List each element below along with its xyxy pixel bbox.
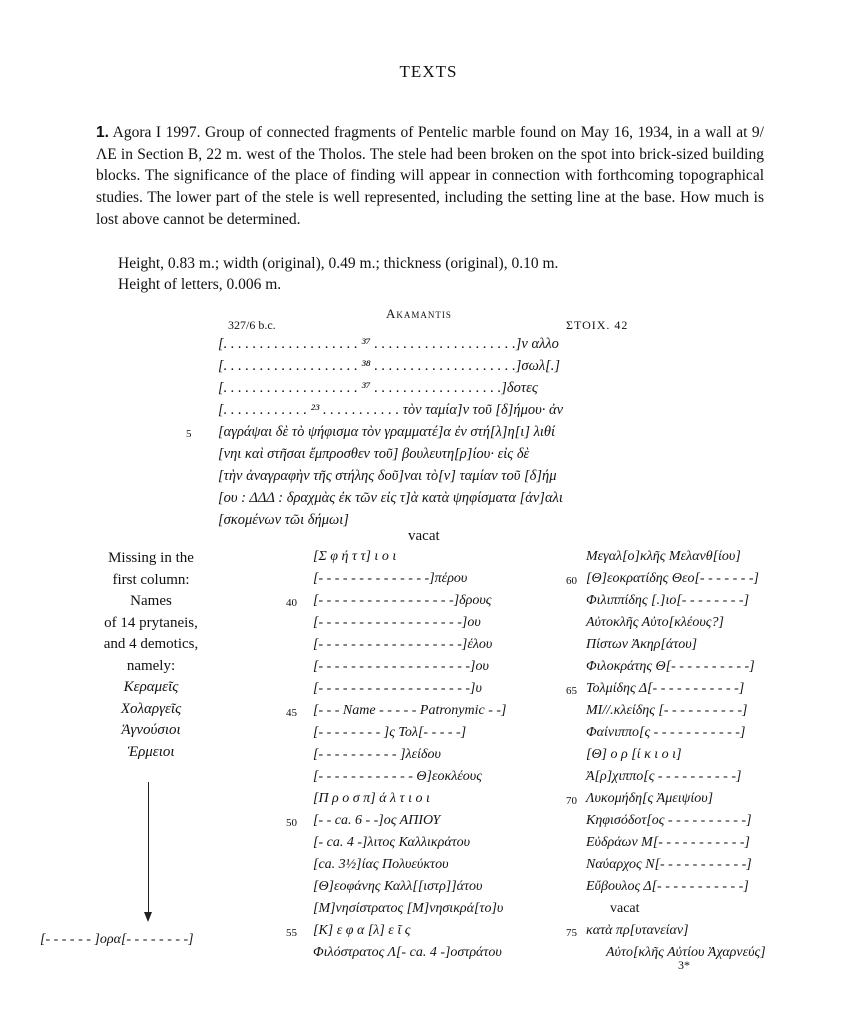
name-line: Αὐτοκλῆς Αὐτο[κλέους?] [586,615,724,630]
note-line: Names [130,593,172,609]
demotic-name: Χολαργεῖς [120,700,182,717]
name-line: [- - - - - - - - - - - - - -]πέρου [313,571,468,586]
stoichedon-note: ΣΤΟΙΧ. 42 [566,318,629,332]
name-line: Εὔβουλος Δ[- - - - - - - - - - -] [586,879,749,894]
demotic-name: Ἑρμειοι [127,743,175,760]
note-line: Missing in the [108,550,194,566]
page-number: 3* [678,958,690,972]
name-line: Φιλιππίδης [.]ιο[- - - - - - - -] [586,593,750,608]
name-line: [- - - - - - - - - - - - - - - - - - -]ου [313,659,489,674]
note-line: of 14 prytaneis, [104,614,198,631]
name-line: [Θ]εοκρατίδης Θεο[- - - - - - -] [586,571,760,586]
name-line: ΜΙ//.κλείδης [- - - - - - - - - -] [586,703,748,718]
vacat-label: vacat [610,901,640,916]
line-number: 60 [566,575,577,587]
vacat-label: vacat [408,528,440,544]
name-line: [- - - - - - - - - - - - - - - - -]δρους [313,593,492,608]
arrow-down-line [148,782,149,914]
line-number: 65 [566,685,577,697]
line-number: 55 [286,927,297,939]
arrow-down-icon [144,912,152,922]
name-line: Πίστων Ἀκηρ[άτου] [586,637,698,652]
left-column-note [86,548,216,763]
text-line: [ου : ΔΔΔ : δραχμὰς ἐκ τῶν εἰς τ]ὰ κατὰ ψηφίσματα [ἀν]αλι [218,490,563,506]
text-line: [. . . . . . . . . . . . ²³ . . . . . . . . . . . τὸν ταμία]ν τοῦ [δ]ήμου· ἀν [218,402,564,418]
name-line: Κηφισόδοτ[ος - - - - - - - - - -] [586,813,752,828]
name-line: [ca. 3½]ίας Πολυεύκτου [313,857,449,872]
page-heading: TEXTS [399,62,458,81]
intro-text: Agora I 1997. Group of connected fragments of Pentelic marble found on May 16, 1934, in a wall at 9/ΛΕ in Section Β, 22 m. west of the Tholos. The stele had been broken on the spot into brick-sized building blocks. The significance of the place of finding will appear in connection with forthcoming topographical studies. The lower part of the stele is well represented, including the setting line at the base. How much is lost above cannot be determined. [96,124,764,228]
entry-number: 1. [96,124,109,141]
line-number: 70 [566,795,577,807]
name-line: [- - ca. 6 - -]ος ΑΠΙΟΥ [313,813,441,828]
name-line: [- - - - - - - - - - - - - - - - - - -]υ [313,681,482,696]
name-line: Φαίνιππο[ς - - - - - - - - - - -] [586,725,746,740]
text-line: [τὴν ἀναγραφὴν τῆς στήλης δοῦ]ναι τὸ[ν] ταμίαν τοῦ [δ]ήμ [218,468,557,484]
name-line: [- - - Name - - - - - Patronymic - -] [313,703,507,718]
name-line: Αὐτο[κλῆς Αὐτίου Ἀχαρνεύς] [606,945,766,960]
line-number: 5 [186,428,192,440]
name-line: [Μ]νησίστρατος [Μ]νησικρά[το]υ [313,901,504,916]
name-line: [- ca. 4 -]λιτος Καλλικράτου [313,835,471,850]
name-line: [Κ] ε φ α [λ] ε ῖ ς [313,923,411,938]
text-line: [αγράψαι δὲ τὸ ψήφισμα τὸν γραμματέ]α ἐν στή[λ]η[ι] λιθί [218,424,556,440]
name-line: [Π ρ ο σ π] ά λ τ ι ο ι [313,791,430,806]
name-line: Λυκομήδη[ς Ἀμειψίου] [586,791,714,806]
name-line: Ναύαρχος Ν[- - - - - - - - - - -] [586,857,752,872]
letter-height-line: Height of letters, 0.006 m. [118,276,282,293]
text-line: [. . . . . . . . . . . . . . . . . . . ³⁷ . . . . . . . . . . . . . . . . . .]δοτες [218,380,538,396]
dimensions-line: Height, 0.83 m.; width (original), 0.49 m.; thickness (original), 0.10 m. [118,255,559,272]
name-line: [- - - - - - - - - - - - - - - - - -]ου [313,615,481,630]
intro-paragraph [96,122,764,231]
line-number: 75 [566,927,577,939]
note-line: and 4 demotics, [103,636,199,652]
name-line: Φιλόστρατος Λ[- ca. 4 -]οστράτου [313,945,502,960]
text-line: [. . . . . . . . . . . . . . . . . . . ³⁷ . . . . . . . . . . . . . . . . . . . .]ν αλλο [218,336,559,352]
name-line: [Θ] ο ρ [ί κ ι ο ι] [586,747,682,762]
name-line: κατὰ πρ[υτανείαν] [586,923,689,938]
name-line: [- - - - - - - - ]ς Τολ[- - - - -] [313,725,467,740]
name-line: [- - - - - - - - - - ]λείδου [313,747,441,762]
bottom-left-fragment: [- - - - - - ]ορα[- - - - - - - -] [40,932,194,947]
demotic-name: Ἁγνούσιοι [121,722,181,738]
name-line: [- - - - - - - - - - - - - - - - - -]έλου [313,637,493,652]
name-line: Τολμίδης Δ[- - - - - - - - - - -] [586,681,745,696]
tribe-heading: Akamantis [386,306,452,321]
name-line: Εὐδράων Μ[- - - - - - - - - - -] [586,835,750,850]
name-line: [- - - - - - - - - - - - Θ]εοκλέους [313,769,482,784]
text-line: [νηι καὶ στῆσαι ἔμπροσθεν τοῦ] βουλευτη[ρ]ίου· εἰς δὲ [218,446,530,462]
line-number: 40 [286,597,297,609]
line-number: 45 [286,707,297,719]
name-line: Μεγαλ[ο]κλῆς Μελανθ[ίου] [586,549,741,564]
note-line: first column: [112,571,190,588]
text-line: [σκομένων τῶι δήμωι] [218,512,349,528]
name-line: Φιλοκράτης Θ[- - - - - - - - - -] [586,659,755,674]
name-line: [Σ φ ή τ τ] ι ο ι [313,549,397,564]
name-line: Ἀ[ρ]χιππο[ς - - - - - - - - - -] [586,769,742,784]
demotic-name: Κεραμεῖς [123,679,179,695]
inscription-date: 327/6 b.c. [228,318,276,332]
text-line: [. . . . . . . . . . . . . . . . . . . ³⁸ . . . . . . . . . . . . . . . . . . . .]σωλ[.] [218,358,561,374]
name-line: [Θ]εοφάνης Καλλ[[ιστρ]]άτου [313,879,483,894]
note-line: namely: [126,657,176,674]
line-number: 50 [286,817,297,829]
